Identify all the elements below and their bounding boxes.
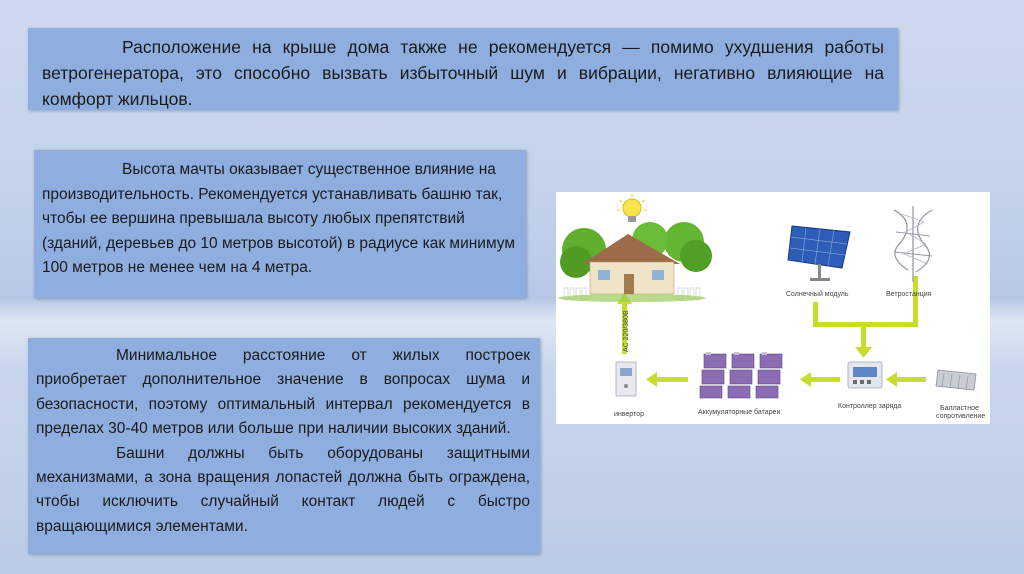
house-icon bbox=[558, 222, 712, 302]
top-text-box bbox=[28, 28, 898, 110]
ballast-resistor-icon bbox=[936, 370, 976, 390]
wind-label: Ветростанция bbox=[886, 291, 932, 298]
ballast-label-line-2: сопротивление bbox=[936, 413, 986, 420]
ballast-label-line-1: Балластное bbox=[940, 405, 979, 412]
ac-label: AC 220/380В bbox=[623, 310, 630, 352]
top-paragraph: Расположение на крыше дома также не рекомендуется — помимо ухудшения работы ветрогенератора, это способно вызвать избыточный шум и вибрации, негативно влияющие на комфорт жильцов. bbox=[42, 37, 884, 109]
mast-text-box bbox=[34, 150, 526, 298]
solar-panel-icon bbox=[788, 226, 850, 281]
light-bulb-icon bbox=[617, 194, 647, 222]
distance-paragraph-1: Минимальное расстояние от жилых построек приобретает дополнительное значение в вопросах шума и безопасности, поэтому оптимальный интервал рекомендуется в пределах 30-40 метров или больше при наличии высоких зданий. bbox=[36, 347, 530, 438]
energy-system-diagram bbox=[556, 192, 990, 424]
batteries-label: Аккумуляторные батареи bbox=[698, 409, 781, 416]
inverter-label: инвертор bbox=[614, 411, 644, 418]
inverter-icon bbox=[616, 362, 636, 396]
controller-label: Контроллер заряда bbox=[838, 403, 902, 410]
distance-text-box bbox=[28, 338, 540, 554]
solar-label: Солнечный модуль bbox=[786, 291, 849, 298]
controller-icon bbox=[848, 362, 882, 388]
mast-paragraph: Высота мачты оказывает существенное влияние на производительность. Рекомендуется устанавливать башню так, чтобы ее вершина превышала высоту любых препятствий (зданий, деревьев до 10 метров высотой) в радиусе как минимум 100 метров не менее чем на 4 метра. bbox=[42, 161, 516, 276]
wind-turbine-icon bbox=[894, 206, 932, 282]
batteries-icon bbox=[700, 354, 782, 398]
distance-paragraph-2: Башни должны быть оборудованы защитными механизмами, а зона вращения лопастей должна быть ограждена, чтобы исключить случайный контакт людей с быстро вращающимися элементами. bbox=[36, 444, 530, 535]
